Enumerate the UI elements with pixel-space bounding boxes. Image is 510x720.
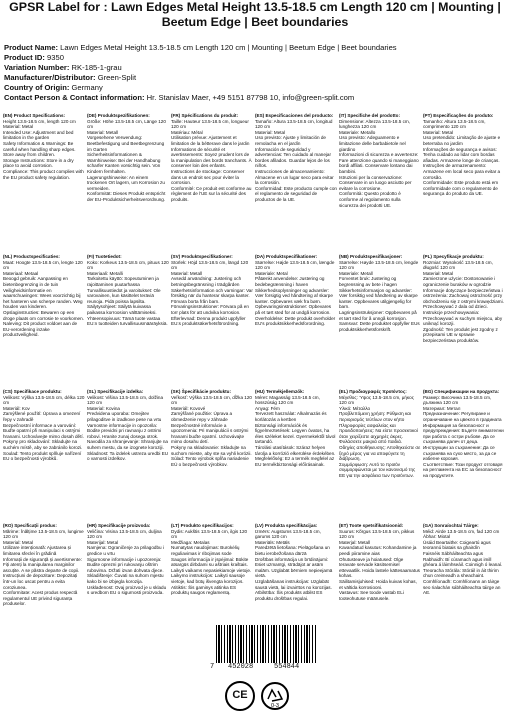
spec-text: Taille: Hauteur 13.5-18.5 cm, longueur 120 cm Matériau: Métal Utilisation prévue: Ajustement et limitation de la bétterave dans le jardin Informations de sécurité et avertissements: Soyez prudent lors de la manipulation des bords tranchants. À conserver loin des enfants. Instructions de stockage: Conserver dans un endroit sec pour éviter la corrosion. Conformité: Ce produit est conforme au règlement de l'UE sur la sécurité des produits. [171, 118, 252, 202]
barcode-digit-first: 7 [210, 663, 215, 671]
meta-country-of-origin: Country of Origin: Germany [4, 83, 103, 92]
spec-heading: (LT) Produkto specifikacijos: [171, 523, 234, 528]
spec-text: Maat: Hoogte 13.5-18.5 cm, lengte 120 cm Materiaal: Metaal Beoogd gebruik: Aanpassing en bietenbegrenzing in de tuin Veiligheidsinformatie en waarschuwingen: Wees voorzichtig bij het hanteren van scherpe randen. Weg houden van kinderen. Opslaginstructies: Bewaren op een droge plaats om corrosie te voorkomen. Naleving: Dit product voldoet aan de EU-verordening inzake productveiligheid. [3, 259, 84, 338]
spec-text: Dimensione: Altezza 13.5-18.5 cm, lunghezza 120 cm Materiale: Metallo Uso previsto: Adeguamento e limitazione delle barbabietole nel giardino Informazioni di sicurezza e avvertenze: Fare attenzione quando si maneggiano bordi affilati. Conservare lontano dai bambini. Istruzioni per la conservazione: Conservare in un luogo asciutto per evitare la corrosione. Conformità: Questo prodotto è conforme al regolamento sulla sicurezza dei prodotti UE. [339, 118, 419, 208]
spec-heading: (NL) Productspecificaties: [3, 254, 60, 259]
spec-heading: (LV) Produkta specifikācijas: [255, 523, 318, 528]
spec-cell [423, 523, 505, 631]
spec-text: Größe: Höhe 13.5-18.5 cm, Länge 120 cm Material: Metall Vorgesehene Verwendung: Beetbefestigung und Beetbegrenzung im Garten Sicherheitsinformationen & Warnhinweise: Bei der Handhabung scharfer Kanten vorsichtig sein. Von Kindern fernhalten. Lagerungshinweise: An einem trockenen Ort lagern, um Korrosion zu vermeiden. Konformität: Dieses Produkt entspricht der EU-Produktsicherheitsverordnung. [87, 118, 166, 202]
spec-heading: (HR) Specifikacije proizvoda: [87, 523, 151, 528]
spec-cell [3, 389, 85, 521]
spec-text: Méret: Magasság 13.5-18.5 cm, hosszúság 120 cm Anyag: Fém Tervezett használat: Alkalmazás és korlátozás a kertben Biztonsági információk és figyelmeztetések: Legyen óvatos, ha éles széleket kezel. Gyermekektől távol tartandó. Tárolási utasítások: Száraz helyen tárolja a korrózió elkerülése érdekében. Megfelelőség: Ez a termék megfelel az EU termékbiztonsági előírásainak. [255, 394, 336, 467]
spec-cell [339, 523, 421, 631]
meta-product-name: Product Name: Lawn Edges Metal Height 13.5-18.5 cm Length 120 cm | Mounting | Beetum Edge | Beet boundaries [4, 43, 397, 52]
spec-text: Veľkosť: Výška 13.5-18.5 cm, dĺžka 120 cm Materiál: Kovové Zamýšľané použitie: Úprava a obmedzenie repy v záhrade Bezpečnostné informácie a upozornenia: Pri manipulácii s ostrými hranami buďte opatrní. Uchovávajte mimo dosahu detí. Pokyny na skladovanie: Skladujte na suchom mieste, aby ste sa vyhli korózii. Súlad: Tento výrobok spĺňa nariadenie EÚ o bezpečnosti výrobkov. [171, 394, 252, 467]
recycle-label: 0-3 [271, 703, 279, 709]
spec-text: Tamanho: Altura 13.5-18.5 cm, comprimento 120 cm Material: Metal Uso pretendido: Limitação de ajuste e beterraba no jardim Informações de segurança e avisos: Tenha cuidado ao lidar com bordas afiadas. Armazene longe de crianças. Instruções de armazenamento: Armazene em local seco para evitar a corrosão. Conformidade: Este produto está em conformidade com o regulamento de segurança do produto da UE. [423, 118, 501, 197]
spec-heading: (SK) Špecifikácie produktu: [171, 389, 231, 394]
label-title: GPSR Label for : Lawn Edges Metal Height 13.5-18.5 cm Length 120 cm | Mounting | Beetum Edge | Beet boundaries [9, 0, 501, 29]
spec-cell [339, 254, 421, 386]
spec-heading: (HU) Termékjellemzők: [255, 389, 305, 394]
spec-cell [423, 389, 505, 521]
spec-cell [339, 113, 421, 245]
meta-contact: Contact Person & Contact information: Hr. Stanislav Maer, +49 5151 87798 10, info@green-split.com [4, 93, 355, 102]
spec-heading: (SL) Specifikacije izdelka: [87, 389, 144, 394]
spec-heading: (SV) Produktspecifikationer: [171, 254, 233, 259]
spec-text: Μέγεθος: Ύψος 13.5-18.5 cm, μήκος 120 cm Υλικό: Μέταλλο Προβλεπόμενη χρήση: Ρύθμιση και περιορισμός τεύτλων στον κήπο Πληροφορίες ασφαλείας και προειδοποιήσεις: Να είστε προσεκτικοί όταν χειρίζεστε αιχμηρές άκρες. Φυλάσσετε μακριά από παιδιά. Οδηγίες αποθήκευσης: Αποθηκεύστε σε ξηρό μέρος για να αποφύγετε τη διάβρωση. Συμμόρφωση: Αυτό το προϊόν συμμορφώνεται με τον κανονισμό της ΕΕ για την ασφάλεια των προϊόντων. [339, 394, 421, 478]
spec-text: Tamaño: Altura 13.5-18.5 cm, longitud 120 cm Material: Metal Uso previsto: Ajuste y limitación de remolacha en el jardín Información de seguridad y advertencias: Ten cuidado al manejar bordes afilados. Guardar lejos de los niños. Instrucciones de almacenamiento: Almacene en un lugar seco para evitar la corrosión. Conformidad: Este producto cumple con el reglamento de seguridad de productos de la UE. [255, 118, 337, 202]
spec-cell [87, 389, 169, 521]
spec-heading: (IT) Specifiche del prodotto: [339, 113, 400, 118]
spec-heading: (PT) Especificações do produto: [423, 113, 494, 118]
spec-cell [171, 523, 253, 631]
spec-heading: (DA) Produktspecifikationer: [255, 254, 318, 259]
spec-cell [255, 523, 337, 631]
spec-cell [3, 523, 85, 631]
barcode-digits-left: 452028 [228, 663, 254, 671]
spec-heading: (DE) Produktspezifikationen: [87, 113, 150, 118]
spec-heading: (FR) Spécifications du produit: [171, 113, 239, 118]
spec-cell [255, 113, 337, 245]
spec-heading: (NB) Produktspesifikasjoner: [339, 254, 403, 259]
spec-heading: (RO) Specificații produs: [3, 523, 57, 528]
spec-cell [423, 254, 505, 386]
meta-variation-number: Variation Number: RK-185-1-grau [4, 63, 122, 72]
barcode-bars [216, 625, 316, 663]
spec-cell [3, 113, 85, 245]
spec-text: Размер: Височина 13.5-18.5 cm, дължина 120 cm Материал: Метал Предназначение: Регулиране и ограничаване на цвекло в градината Информация за безопасност и предупреждения: Бъдете внимателни при работа с остри ръбове. Да се съхранява далеч от деца. Инструкции за съхранение: Да се съхранява на сухо място, за да се избегне корозия. Съответствие: Този продукт отговаря на регламента на ЕС за безопасност на продуктите. [423, 394, 504, 478]
spec-cell [87, 523, 169, 631]
meta-manufacturer: Manufacturer/Distributor: Green-Split [4, 73, 137, 82]
spec-cell [3, 254, 85, 386]
spec-cell [171, 389, 253, 521]
spec-text: Mărime: Înălțime 13.5-18.5 cm, lungime 120 cm Material: Metal Utilizare intenționată: Ajustarea și limitarea sfeclei în grădină Informații de siguranță și avertismente: Fiți atenți la manipularea marginilor ascuțite. A se păstra departe de copii. Instrucțiuni de depozitare: Depozitați într-un loc uscat pentru a evita coroziunea. Conformitate: Acest produs respectă regulamentul UE privind siguranța produselor. [3, 528, 84, 607]
spec-text: Velikost: Višina 13.5-18.5 cm, dolžina 120 cm Material: Kovina Predvidena uporaba: Omejitev prilagoditve in izadkove pese na vrtu Varnostne informacije in opozorila: Bodite previdni pri ravnanju z ostrimi robovi. Hranite zunaj dosega otrok. Navodila za shranjevanje: Shranjujte na suhem mestu, da se izognete koroziji. Skladnost: Ta izdelek ustreza uredbi EU o varnosti izdelkov. [87, 394, 169, 462]
spec-cell [171, 113, 253, 245]
spec-text: Rozmiar: Wysokość 13.5-18.5 cm, długość 120 cm Materiał: Metal Zamierzone użycie: Dostosowanie i ograniczenie buraków w ogrodzie Informacje dotyczące bezpieczeństwa i ostrzeżenia: Zachowaj ostrożność przy obchodzeniu się z ostrymi krawędziami. Przechowywać z dala od dzieci. Instrukcje przechowywania: Przechowywać w suchym miejscu, aby uniknąć korozji. Zgodność: Ten produkt jest zgodny z przepisami UE w sprawie bezpieczeństwa produktów. [423, 259, 504, 343]
spec-heading: (CS) Specifikace produktu: [3, 389, 62, 394]
spec-text: Veličina: Visina 13.5-18.5 cm, duljina 120 cm Materijal: Metal Namjena: Ograničenje za prilagodbu i gredice u vrtu Sigurnosne informacije i upozorenja: Budite oprezni pri rukovanju oštrim rubovima. Držati izvan dohvata djece. Skladištenje: Čuvati na suhom mjestu kako bi se izbjegla korozija. Usklađenost: Ovaj proizvod je u skladu s uredbom EU o sigurnosti proizvoda. [87, 528, 167, 596]
spec-text: Størrelse: Høyde 13.5-18.5 cm, lengde 120 cm Materiale: Metall Forventet bruk: Justering og begrensning av bete i hagen Sikkerhetsinformasjon og advarsler: Vær forsiktig ved håndtering av skarpe kanter. Oppbevares utilgjengelig for barn. Lagringsinstruksjoner: Oppbevares på et tørt sted for å unngå korrosjon. Samsvar: Dette produktet oppfyller EUs produktsikkerhetsforskrift. [339, 259, 420, 332]
spec-cell [339, 389, 421, 521]
spec-text: Koko: Korkeus 13.5-18.5 cm, pituus 120 cm Materiaali: Metalli Tarkoitettu käyttö: Sopeutuminen ja rajoittaminen puutarhassa Turvallisuustiedot ja varoitukset: Ole varovainen, kun käsittelet teräviä reunoja. Pidä poissa lapsilta. Säilytysohjeet: Säilytä kuivassa paikassa korroosion välttämiseksi. Yhteensopivuus: Tämä tuote vastaa EU:n tuotteiden turvallisuusmääräyksiä. [87, 259, 169, 327]
spec-cell [171, 254, 253, 386]
barcode-digits-right: 554844 [274, 663, 300, 671]
spec-text: Dydis: Aukštis 13.5-18.5 cm, ilgis 120 cm Medžiaga: Metalas Numatytas naudojimas: Burokėlių reguliavimas ir ribojimas sode Saugos informacija ir įspėjimai: Būkite atsargūs dirbdami su aštriais kraštais. Laikyti vaikams nepasiekiamoje vietoje. Laikymo instrukcijos: Laikyti sausoje vietoje, kad būtų išvengta korozijos. Atitiktis: Šis gaminys atitinka ES produktų saugos reglamentą. [171, 528, 252, 596]
spec-text: Velikost: Výška 13.5-18.5 cm, délka 120 cm Materiál: Kov Zamýšlené použití: Úprava a omezení řepy v zahradě Bezpečnostní informace a varování: Buďte opatrní při manipulaci s ostrými hranami. Uchovávejte mimo dosah dětí. Pokyny pro skladování: Skladujte na suchém místě, aby se zabránilo korozi. Soulad: Tento produkt splňuje nařízení EU o bezpečnosti výrobků. [3, 394, 85, 462]
spec-cell [255, 254, 337, 386]
spec-text: Størrelse: Højde 13.5-18.5 cm, længde 120 cm Materiale: Metal Påtænkt anvendelse: Justering og bedebegrænsning i haven Sikkerhedsoplysninger og advarsler: Vær forsigtig ved håndtering af skarpe kanter. Opbevares væk fra børn. Opbevaringsinstruktioner: Opbevares på et tørt sted for at undgå korrosion. Overholdelse: Dette produkt overholder EU's produktsikkerhedsforordning. [255, 259, 336, 327]
spec-heading: (BG) Спецификации на продукта: [423, 389, 500, 394]
spec-text: Height 13.5-18.5 cm, length 120 cm Material: Metal Intended Use: Adjustment and bed limitation in the garden Safety Information & Warnings: Be careful when handling sharp edges. Store away from children. Storage Instructions: Store in a dry place to avoid corrosion. Compliance: This product complies with the EU product safety regulation. [3, 118, 84, 180]
spec-heading: (EL) Προδιαγραφές προϊόντος: [339, 389, 407, 394]
spec-cell [87, 113, 169, 245]
spec-heading: (EN) Product Specifications: [3, 113, 66, 118]
spec-text: Storlek: Höjd 13.5-18.5 cm, längd 120 cm Material: Metall Avsedd användning: Justering och betningsbegränsning i trädgården Säkerhetsinformation och varningar: Var försiktig när du hanterar skarpa kanter. Förvara borta från barn. Förvaringsinstruktioner: Förvara på en torr plats för att undvika korrosion. Efterlevnad: Denna produkt uppfyller EU:s produktsäkerhetsförordning. [171, 259, 253, 327]
spec-heading: (GA) Sonraíochtaí Táirge: [423, 523, 479, 528]
spec-text: Izmērs: Augstums 13.5-18.5 cm, garums 120 cm Materiāls: Metāls Paredzētā lietošana: Pielāgošana un bietu ierobežošana dārzā Drošības informācija un brīdinājumi: Esiet uzmanīgi, strādājot ar asām malām. Uzglabāt bērniem nepieejamā vietā. Uzglabāšanas instrukcijas: Uzglabāt sausā vietā, lai izvairītos no korozijas. Atbilstība: Šis produkts atbilst ES produktu drošības regulai. [255, 528, 333, 601]
spec-heading: (FI) Tuotetiedot: [87, 254, 122, 259]
spec-cell [423, 113, 505, 245]
spec-text: Méid: Airde 13.5-18.5 cm, fad 120 cm Ábhar: Miotal Úsáid Beartaithe: Coigeartú agus teorannú biatais sa ghairdín Faisnéis Sábháilteachta agus Rabhaidh: Bí cúramach agus imill ghéara á láimhseáil. Coinnigh ó leanaí. Treoracha Stórála: Stóráil in áit thirim chun creimeadh a sheachaint. Comhlíonadh: Comhlíonann an táirge seo rialachán sábháilteachta táirge an AE. [423, 528, 503, 596]
meta-product-id: Product ID: 9350 [4, 53, 64, 62]
recycle-icon [260, 681, 290, 711]
spec-heading: (ET) Toote spetsifikatsioonid: [339, 523, 404, 528]
product-meta [4, 43, 508, 103]
spec-heading: (ES) Especificaciones del producto: [255, 113, 334, 118]
spec-heading: (PL) Specyfikacje produktu: [423, 254, 484, 259]
spec-cell [255, 389, 337, 521]
ean-barcode [210, 625, 318, 673]
spec-text: Suurus: Kõrgus 13.5-18.5 cm, pikkus 120 cm Materjal: Metall Kavandatud kasutus: Kohandamine ja peedi piiramine aias Ohutusteave ja hoiatused: Olge teravate servade käsitsemisel ettevaatlik. Hoida lastele kättesaamatus kohas. Säilitamisjuhised: Hoida kuivas kohas, et vältida korrosiooni. Vastavus: See toode vastab ELi tooteohutuse määrusele. [339, 528, 420, 601]
spec-cell [87, 254, 169, 386]
ce-mark: CE [225, 681, 255, 711]
